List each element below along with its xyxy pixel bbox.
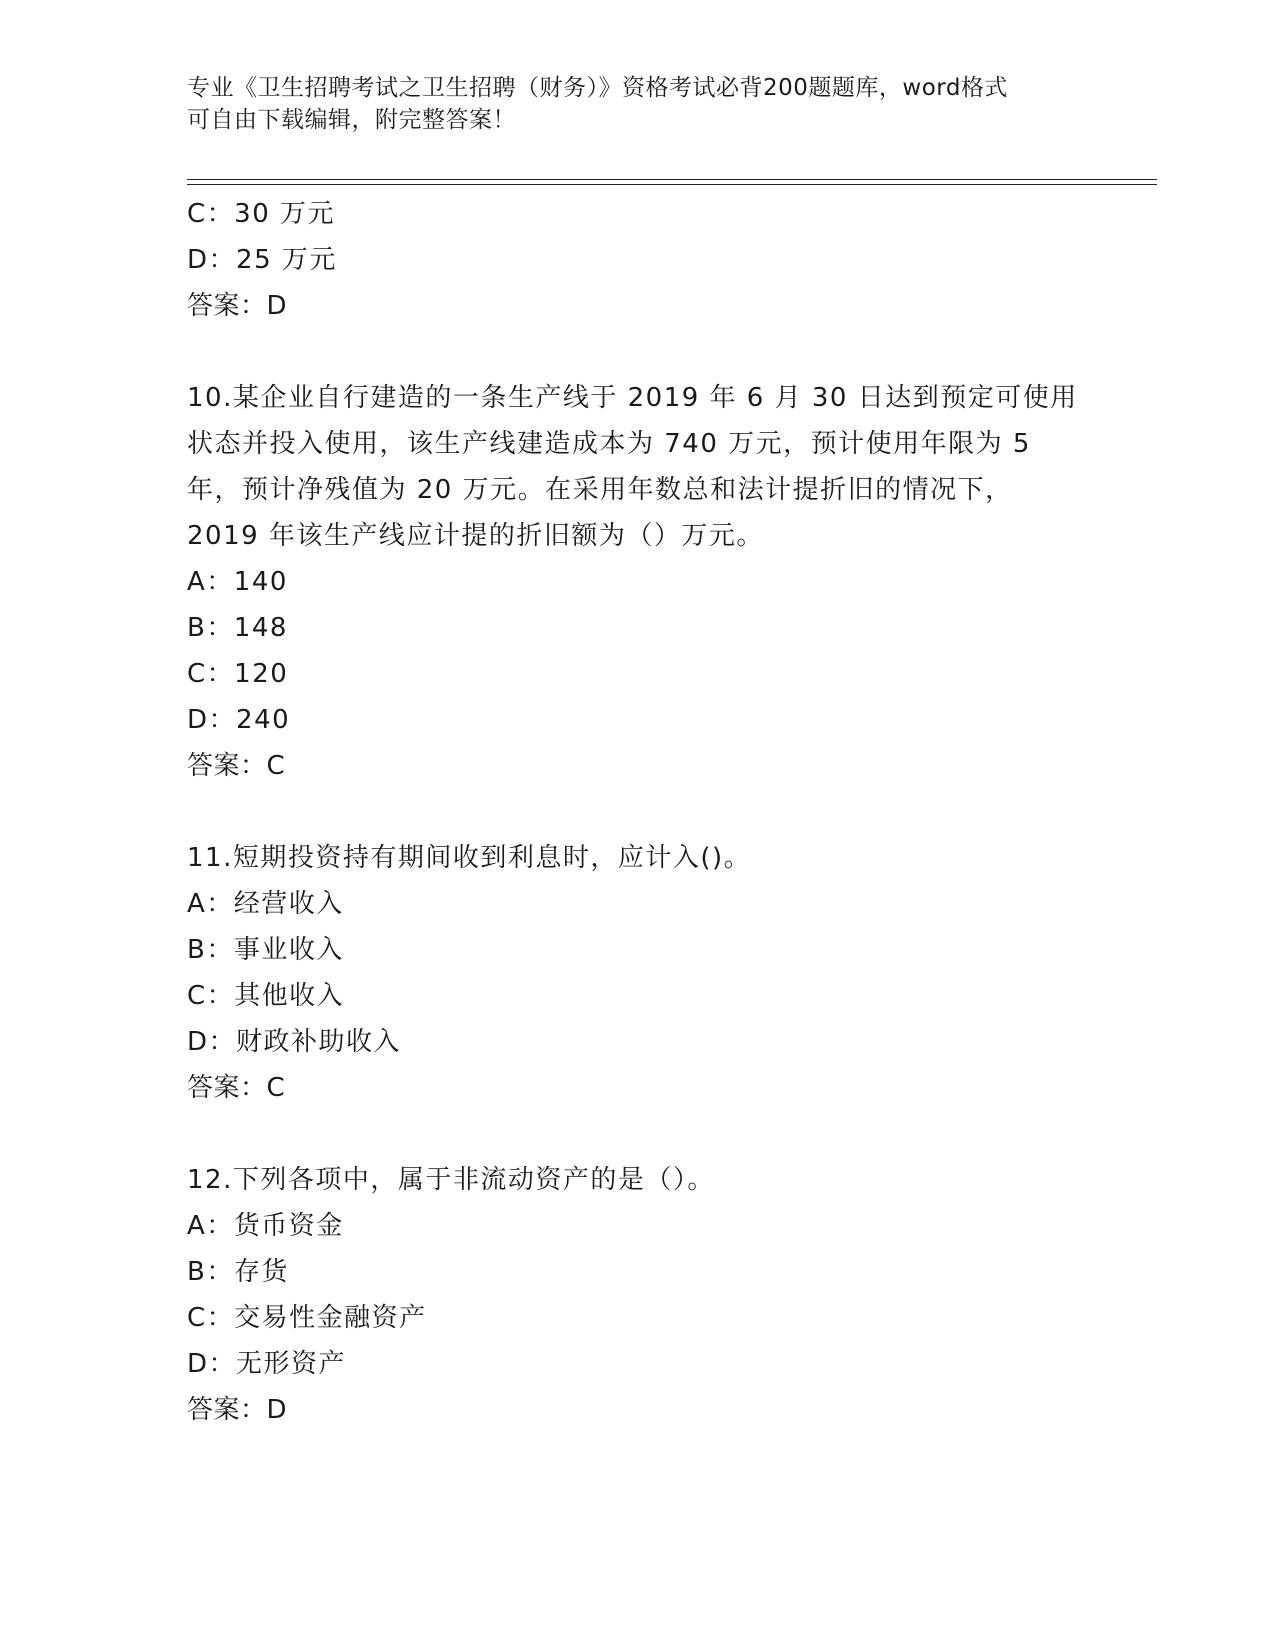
header-title-line-1: 专业《卫生招聘考试之卫生招聘（财务）》资格考试必背200题题库，word格式 xyxy=(187,75,1008,101)
option-text: 交易性金融资产 xyxy=(234,1303,427,1333)
option-text: 无形资产 xyxy=(236,1349,347,1379)
option-text: 存货 xyxy=(233,1257,289,1287)
option-a xyxy=(187,881,1087,927)
option-a xyxy=(187,1203,1087,1249)
option-label: A： xyxy=(187,889,234,919)
option-label: C： xyxy=(187,981,235,1011)
option-label: B： xyxy=(187,935,234,965)
option-label: C： xyxy=(187,1303,235,1333)
option-text: 经营收入 xyxy=(233,889,344,919)
question-stem-line: 11.短期投资持有期间收到利息时，应计入()。 xyxy=(187,843,752,873)
option-text: 30 万元 xyxy=(234,199,336,229)
option-text: 148 xyxy=(233,613,288,643)
header-title-line-2: 可自由下载编辑，附完整答案！ xyxy=(187,107,516,133)
option-text: 其他收入 xyxy=(234,981,345,1011)
option-d xyxy=(187,1341,1087,1387)
question-stem-line: 10.某企业自行建造的一条生产线于 2019 年 6 月 30 日达到预定可使用 xyxy=(187,383,1078,413)
option-label: D： xyxy=(187,245,237,275)
option-c xyxy=(187,973,1087,1019)
answer-line: 答案：C xyxy=(187,1073,286,1103)
document-header xyxy=(187,72,1087,136)
question-10 xyxy=(187,375,1087,789)
option-a xyxy=(187,559,1087,605)
option-label: A： xyxy=(187,567,234,597)
answer-line: 答案：D xyxy=(187,291,288,321)
option-text: 140 xyxy=(233,567,288,597)
option-c xyxy=(187,651,1087,697)
option-text: 财政补助收入 xyxy=(236,1027,402,1057)
question-stem-line: 12.下列各项中，属于非流动资产的是（）。 xyxy=(187,1165,715,1195)
option-b xyxy=(187,605,1087,651)
question-stem-line: 2019 年该生产线应计提的折旧额为（）万元。 xyxy=(187,521,764,551)
option-b xyxy=(187,927,1087,973)
option-text: 240 xyxy=(236,705,291,735)
option-d xyxy=(187,237,1087,283)
option-b xyxy=(187,1249,1087,1295)
answer-line: 答案：D xyxy=(187,1395,288,1425)
option-label: D： xyxy=(187,1027,237,1057)
option-d xyxy=(187,1019,1087,1065)
option-label: D： xyxy=(187,705,237,735)
option-d xyxy=(187,697,1087,743)
answer-line: 答案：C xyxy=(187,751,286,781)
question-12 xyxy=(187,1157,1087,1433)
header-divider-top xyxy=(187,179,1157,180)
option-label: B： xyxy=(187,613,234,643)
option-c xyxy=(187,191,1087,237)
question-11 xyxy=(187,835,1087,1111)
option-label: C： xyxy=(187,199,235,229)
document-body xyxy=(187,191,1087,1433)
option-text: 事业收入 xyxy=(233,935,344,965)
option-c xyxy=(187,1295,1087,1341)
option-text: 货币资金 xyxy=(233,1211,344,1241)
option-text: 25 万元 xyxy=(236,245,337,275)
option-label: D： xyxy=(187,1349,237,1379)
previous-question-tail xyxy=(187,191,1087,329)
question-stem-line: 年，预计净残值为 20 万元。在采用年数总和法计提折旧的情况下， xyxy=(187,475,1013,505)
option-label: C： xyxy=(187,659,235,689)
option-label: B： xyxy=(187,1257,234,1287)
header-divider-bottom xyxy=(187,184,1157,185)
option-text: 120 xyxy=(234,659,289,689)
question-stem-line: 状态并投入使用，该生产线建造成本为 740 万元，预计使用年限为 5 xyxy=(187,429,1031,459)
option-label: A： xyxy=(187,1211,234,1241)
